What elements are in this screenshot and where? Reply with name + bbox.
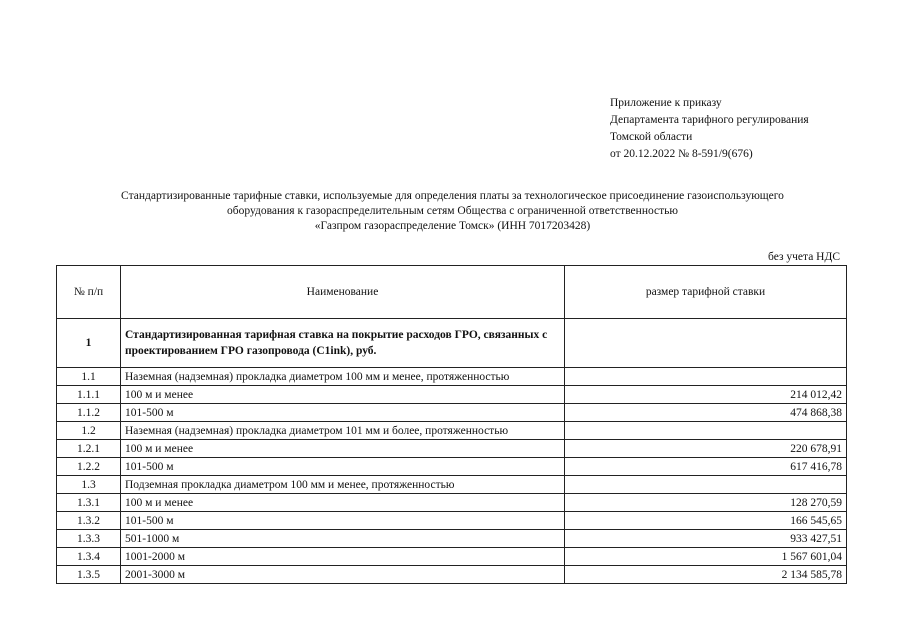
row-rate: 166 545,65: [565, 512, 847, 530]
row-num: 1.3: [57, 476, 121, 494]
section-row: [57, 319, 847, 368]
row-rate: [565, 422, 847, 440]
row-rate: 128 270,59: [565, 494, 847, 512]
header-name: Наименование: [121, 266, 565, 319]
row-num: 1.3.4: [57, 548, 121, 566]
row-num: 1.2: [57, 422, 121, 440]
title-line: «Газпром газораспределение Томск» (ИНН 7017203428): [314, 220, 591, 232]
row-num: 1.1.2: [57, 404, 121, 422]
row-num: 1.1: [57, 368, 121, 386]
row-num: 1.3.5: [57, 566, 121, 584]
row-rate: 933 427,51: [565, 530, 847, 548]
table-row: [57, 404, 847, 422]
table-row: [57, 440, 847, 458]
row-rate: 220 678,91: [565, 440, 847, 458]
appendix-reference: [610, 95, 809, 163]
appendix-line: Приложение к приказу: [610, 97, 722, 109]
row-name: 100 м и менее: [121, 494, 565, 512]
row-name: 101-500 м: [121, 404, 565, 422]
section-name: Стандартизированная тарифная ставка на покрытие расходов ГРО, связанных с проектированием ГРО газопровода (C1ink), руб.: [121, 319, 565, 368]
row-num: 1.2.2: [57, 458, 121, 476]
table-header-row: [57, 266, 847, 319]
row-name: Наземная (надземная) прокладка диаметром 101 мм и более, протяженностью: [121, 422, 565, 440]
appendix-line: Департамента тарифного регулирования: [610, 114, 809, 126]
title-line: Стандартизированные тарифные ставки, используемые для определения платы за технологическое присоединение газоиспользующего: [121, 190, 784, 202]
row-rate: [565, 368, 847, 386]
row-num: 1.3.3: [57, 530, 121, 548]
row-name: 101-500 м: [121, 458, 565, 476]
header-num: № п/п: [57, 266, 121, 319]
row-num: 1.3.1: [57, 494, 121, 512]
row-name: Наземная (надземная) прокладка диаметром 100 мм и менее, протяженностью: [121, 368, 565, 386]
appendix-line: Томской области: [610, 131, 693, 143]
row-name: 101-500 м: [121, 512, 565, 530]
table-row: [57, 386, 847, 404]
table-row: [57, 368, 847, 386]
section-num: 1: [57, 319, 121, 368]
row-name: Подземная прокладка диаметром 100 мм и менее, протяженностью: [121, 476, 565, 494]
row-num: 1.2.1: [57, 440, 121, 458]
row-rate: 617 416,78: [565, 458, 847, 476]
row-rate: 214 012,42: [565, 386, 847, 404]
row-name: 100 м и менее: [121, 440, 565, 458]
row-name: 2001-3000 м: [121, 566, 565, 584]
vat-note: без учета НДС: [768, 251, 840, 263]
row-rate: 474 868,38: [565, 404, 847, 422]
appendix-date-number: от 20.12.2022 № 8-591/9(676): [610, 148, 753, 160]
table-row: [57, 512, 847, 530]
title-line: оборудования к газораспределительным сетям Общества с ограниченной ответственностью: [227, 205, 678, 217]
document-title: [60, 189, 845, 234]
row-num: 1.1.1: [57, 386, 121, 404]
table-row: [57, 530, 847, 548]
table-row: [57, 548, 847, 566]
table-row: [57, 422, 847, 440]
table-row: [57, 494, 847, 512]
header-rate: размер тарифной ставки: [565, 266, 847, 319]
row-name: 100 м и менее: [121, 386, 565, 404]
section-rate: [565, 319, 847, 368]
table-row: [57, 566, 847, 584]
table-row: [57, 476, 847, 494]
tariff-rates-table: [56, 265, 847, 584]
row-name: 501-1000 м: [121, 530, 565, 548]
row-name: 1001-2000 м: [121, 548, 565, 566]
row-rate: 2 134 585,78: [565, 566, 847, 584]
row-rate: 1 567 601,04: [565, 548, 847, 566]
table-row: [57, 458, 847, 476]
row-num: 1.3.2: [57, 512, 121, 530]
row-rate: [565, 476, 847, 494]
